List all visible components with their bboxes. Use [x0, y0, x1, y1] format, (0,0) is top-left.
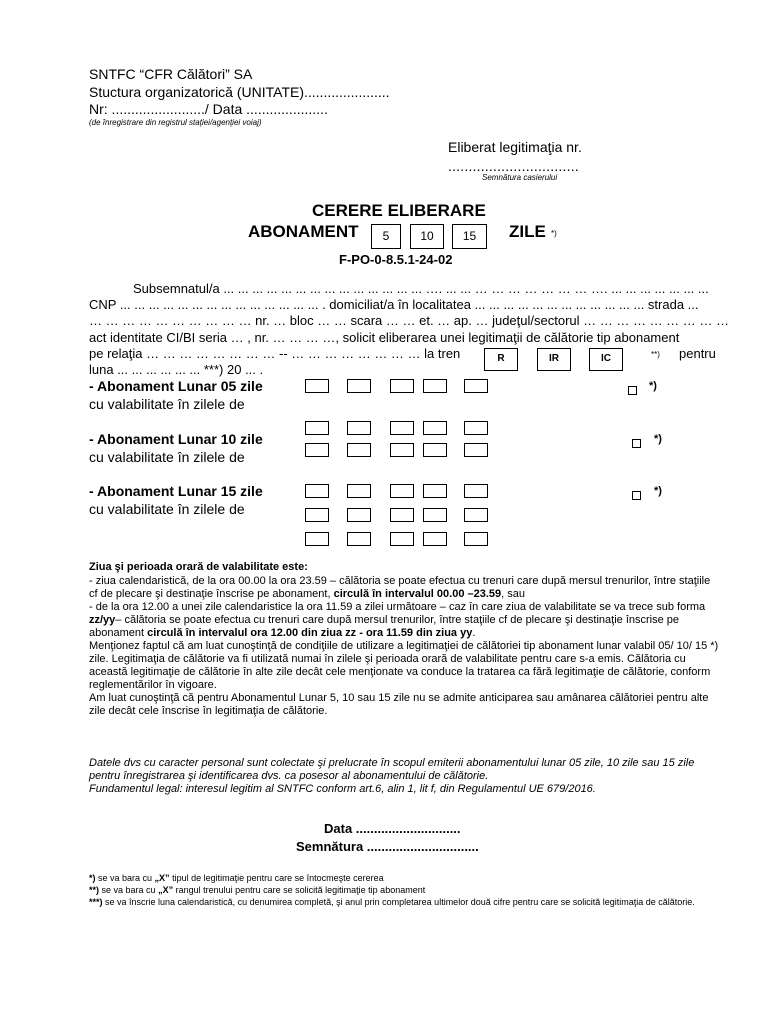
- zile-footnote-mark: *): [551, 229, 557, 238]
- day-box[interactable]: [464, 484, 488, 498]
- day-box[interactable]: [390, 443, 414, 457]
- day-box[interactable]: [347, 508, 371, 522]
- day-box[interactable]: [390, 379, 414, 393]
- day-box[interactable]: [423, 443, 447, 457]
- pentru-label: pentru: [679, 346, 716, 361]
- identity-document-line: act identitate CI/BI seria … , nr. … … … …, solicit eliberarea unei legitimaţii de călătorie tip abonament: [89, 330, 680, 345]
- day-box[interactable]: [423, 508, 447, 522]
- day-box[interactable]: [305, 508, 329, 522]
- day-box[interactable]: [347, 379, 371, 393]
- date-field: Data .............................: [324, 821, 461, 836]
- issued-pass-number-dots: ................................: [448, 158, 579, 174]
- days-option-5-box[interactable]: 5: [371, 224, 401, 249]
- day-box[interactable]: [390, 532, 414, 546]
- validity-text: [89, 575, 721, 718]
- day-box[interactable]: [347, 421, 371, 435]
- footnote-2: **) se va bara cu „X” rangul trenului pentru care se solicită legitimaţie tip abonament: [89, 885, 426, 895]
- day-box[interactable]: [423, 379, 447, 393]
- train-type-ir-box[interactable]: IR: [537, 348, 571, 371]
- day-box[interactable]: [464, 443, 488, 457]
- issued-pass-label: Eliberat legitimaţia nr.: [448, 139, 582, 155]
- train-type-r-box[interactable]: R: [484, 348, 518, 371]
- gdpr-paragraph: Datele dvs cu caracter personal sunt colectate şi prelucrate în scopul emiterii abonamentului lunar 05 zile, 10 zile sau 15 zile pentru înregistrarea şi identificarea dvs. ca posesor al abonamentului de călătorie.: [89, 757, 695, 782]
- option-05-footnote-mark: *): [649, 380, 657, 392]
- month-year-line: luna ... ... ... ... ... ... ***) 20 ... .: [89, 362, 264, 377]
- option-05-title: - Abonament Lunar 05 zile: [89, 378, 263, 394]
- abonament-label: ABONAMENT: [248, 222, 359, 241]
- cashier-signature-label: Semnătura casierului: [482, 173, 558, 182]
- validity-heading: Ziua şi perioada orară de valabilitate este:: [89, 561, 308, 573]
- day-box[interactable]: [464, 532, 488, 546]
- day-box[interactable]: [305, 484, 329, 498]
- day-box[interactable]: [390, 484, 414, 498]
- conditions-paragraph: Menţionez faptul că am luat cunoştinţă de condiţiile de utilizare a legitimaţiei de călătoriei tip abonament lunar valabil 05/ 10/ 15 *) zile. Legitimaţia de călătorie va fi utilizată numai în zilele şi perioada orară de valabilitate pentru care s-a emis. Călătoria cu această legitimaţie de călătorie în alte zile decât cele menţionate va conduce la tratarea ca fără legitimaţie de călătorie, conform reglementărilor în vigoare.: [89, 640, 719, 691]
- validity-paragraph-2: - de la ora 12.00 a unei zile calendaristice la ora 11.59 a zilei următoare – caz în care ziua de valabilitate se va trece sub forma zz/yy– călătoria se poate efectua cu trenuri care după mersul trenurilor, între staţiile cf de plecare şi destinaţie înscrise pe abonament circulă în intervalul ora 12.00 din ziua zz - ora 11.59 din ziua yy.: [89, 601, 706, 639]
- option-15-checkbox[interactable]: [632, 491, 641, 500]
- route-line: pe relaţia … … … … … … … … -- … … … … … … … … la tren: [89, 346, 461, 361]
- day-box[interactable]: [305, 421, 329, 435]
- signature-field: Semnătura ...............................: [296, 839, 479, 854]
- address-details-line: … … … … … … … … … … nr. … bloc … … scara … … et. … ap. … judeţul/sectorul … … … … … … … … …: [89, 313, 730, 328]
- option-15-title: - Abonament Lunar 15 zile: [89, 483, 263, 499]
- day-box[interactable]: [464, 379, 488, 393]
- day-box[interactable]: [305, 379, 329, 393]
- option-05-checkbox[interactable]: [628, 386, 637, 395]
- day-box[interactable]: [423, 532, 447, 546]
- registration-number-date-line: Nr: ......................../ Data .....................: [89, 101, 328, 117]
- day-box[interactable]: [390, 508, 414, 522]
- days-option-10-box[interactable]: 10: [410, 224, 444, 249]
- day-box[interactable]: [423, 421, 447, 435]
- option-15-subtitle: cu valabilitate în zilele de: [89, 501, 245, 517]
- day-box[interactable]: [305, 532, 329, 546]
- form-title: CERERE ELIBERARE: [312, 201, 486, 220]
- form-code: F-PO-0-8.5.1-24-02: [339, 252, 453, 267]
- option-05-subtitle: cu valabilitate în zilele de: [89, 396, 245, 412]
- footnotes: [89, 872, 721, 908]
- option-10-title: - Abonament Lunar 10 zile: [89, 431, 263, 447]
- footnote-1: *) se va bara cu „X” tipul de legitimaţie pentru care se întocmeşte cererea: [89, 873, 384, 883]
- anticipation-paragraph: Am luat cunoştinţă că pentru Abonamentul Lunar 5, 10 sau 15 zile nu se admite anticiparea sau amânarea călătoriei pentru alte zile decât cele înscrise în legitimaţia de călătorie.: [89, 692, 709, 717]
- option-15-footnote-mark: *): [654, 485, 662, 497]
- applicant-name-line: Subsemnatul/a ... ... ... ... ... ... ... ... ... ... ... ... ... ... …. ... ... … … … … … … … …. ... ... ... ... ... ... ...: [133, 281, 709, 296]
- company-name: SNTFC “CFR Călători” SA: [89, 66, 253, 82]
- days-option-15-box[interactable]: 15: [452, 224, 487, 249]
- option-10-footnote-mark: *): [654, 433, 662, 445]
- option-10-subtitle: cu valabilitate în zilele de: [89, 449, 245, 465]
- day-box[interactable]: [305, 443, 329, 457]
- day-box[interactable]: [347, 532, 371, 546]
- day-box[interactable]: [347, 484, 371, 498]
- day-box[interactable]: [464, 421, 488, 435]
- organizational-unit-line: Stuctura organizatorică (UNITATE)......................: [89, 84, 390, 100]
- day-box[interactable]: [390, 421, 414, 435]
- cnp-address-line: CNP ... ... ... ... ... ... ... ... ... ... ... ... ... ... . domiciliat/a în localitatea ... ... ... ... ... ... ... ... ... ... ... ... strada ...: [89, 297, 699, 312]
- zile-label: ZILE: [509, 222, 546, 241]
- legal-basis-paragraph: Fundamentul legal: interesul legitim al SNTFC conform art.6, alin 1, lit f, din Regulamentul UE 679/2016.: [89, 783, 596, 795]
- train-footnote-mark: **): [651, 350, 660, 359]
- train-type-ic-box[interactable]: IC: [589, 348, 623, 371]
- registry-note: (de înregistrare din registrul staţiei/agenţiei voiaj): [89, 118, 262, 127]
- day-box[interactable]: [423, 484, 447, 498]
- day-box[interactable]: [464, 508, 488, 522]
- option-10-checkbox[interactable]: [632, 439, 641, 448]
- footnote-3: ***) se va înscrie luna calendaristică, cu denumirea completă, şi anul prin completarea ultimelor două cifre pentru care se solicită legitimaţia de călătorie.: [89, 897, 695, 907]
- gdpr-text: [89, 757, 721, 796]
- day-box[interactable]: [347, 443, 371, 457]
- validity-paragraph-1: - ziua calendaristică, de la ora 00.00 la ora 23.59 – călătoria se poate efectua cu trenuri care după mersul trenurilor, între staţiile cf de plecare şi destinaţie înscrise pe abonament, circulă în intervalul 00.00 –23.59, sau: [89, 575, 711, 600]
